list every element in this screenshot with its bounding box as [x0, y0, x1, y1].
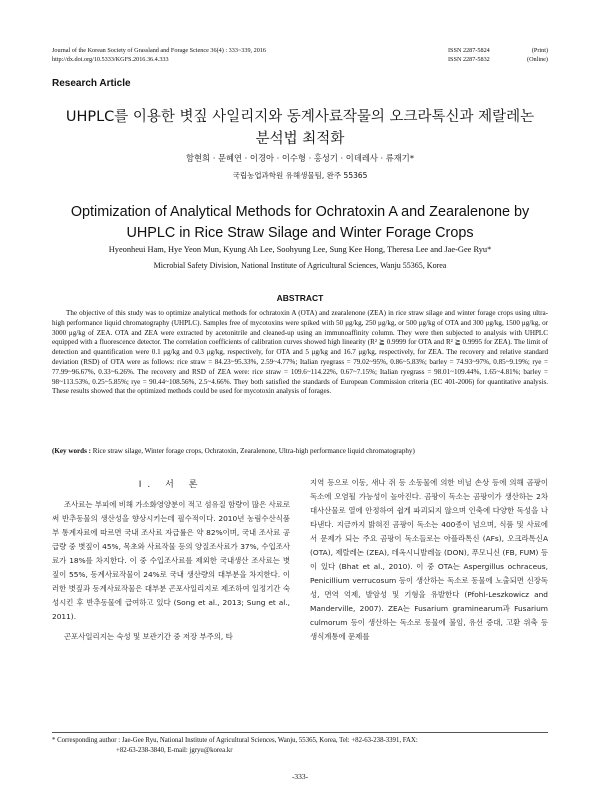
section-heading-introduction: I. 서 론: [138, 480, 204, 490]
issn-online: ISSN 2287-5832 (Online): [448, 56, 548, 63]
abstract-heading: ABSTRACT: [276, 293, 324, 303]
body-column-left: [52, 478, 290, 650]
doi-line[interactable]: http://dx.doi.org/10.5333/KGFS.2016.36.4.333: [52, 56, 169, 63]
issn-print: ISSN 2287-5824 (Print): [448, 47, 548, 54]
corresponding-author-footnote: * Corresponding author : Jae-Gee Ryu, National Institute of Agricultural Sciences, Wanju, 55365, Korea, Tel: +82-63-238-3391, FAX: +82-63-238-3840, E-mail: jgryu@korea.kr: [52, 737, 418, 754]
title-english: Optimization of Analytical Methods for Ochratoxin A and Zearalenone by UHPLC in Rice Straw Silage and Winter Forage Crops: [70, 204, 530, 241]
title-korean: UHPLC를 이용한 볏짚 사일리지와 동계사료작물의 오크라톡신과 제랄레논 분석법 최적화: [65, 109, 535, 147]
affiliation-english: Microbial Safety Division, National Institute of Agricultural Sciences, Wanju 55365, Korea: [153, 261, 447, 270]
abstract-text: The objective of this study was to optimize analytical methods for ochratoxin A (OTA) and zearalenone (ZEA) in rice straw silage and winter forage crops using ultra-high performance liquid chromatography (UHPLC). Samples free of mycotoxins were spiked with 50 μg/kg, 250 μg/kg, or 500 μg/kg of OTA and 300 μg/kg, 1500 μg/kg, or 3000 μg/kg of ZEA. OTA and ZEA were extracted by acetonitrile and cleaned-up using an immunoaffinity column. They were then subjected to analysis with UHPLC equipped with a fluorescence detector. The correlation coefficients of calibration curves showed high linearity (R² ≧ 0.9999 for OTA and R² ≧ 0.9995 for ZEA). The limit of detection and quantification were 0.1 μg/kg and 0.3 μg/kg, respectively, for OTA and 5 μg/kg and 16.7 μg/kg, respectively, for ZEA. The recovery and relative standard deviation (RSD) of OTA were as follows: rice straw = 84.23~95.33%, 2.59~4.77%; Italian ryegrass = 79.02~95%, 0.86~5.83%; barley = 74.93~97%, 0.85~9.19%; rye = 77.99~96.67%, 0.33~6.26%. The recovery and RSD of ZEA were: rice straw = 109.6~114.22%, 0.67~7.15%; Italian ryegrass = 98.01~109.44%, 1.65~4.81%; barley = 98~113.53%, 0.25~5.85%; rye = 90.44~108.56%, 2.5~4.66%. They both satisfied the standards of European Commission criteria (EC 401-2006) for quantitative analysis. These results showed that the optimized methods could be used for mycotoxin analysis of forages.: [52, 309, 548, 396]
issn-block: [448, 46, 548, 64]
paragraph: 곤포사일리지는 숙성 및 보관기간 중 저장 부주의, 타: [64, 632, 233, 641]
affiliation-korean: 국립농업과학원 유해생물팀, 완주 55365: [232, 171, 368, 180]
page-number: -333-: [291, 772, 309, 781]
paragraph: 지역 등으로 이동, 새나 쥐 등 소동물에 의한 비닐 손상 등에 의해 곰팡이 독소에 오염될 가능성이 높아진다. 곰팡이 독소는 곰팡이가 생산하는 2차 대사산물로 열에 안정하여 쉽게 파괴되지 않으며 인축에 다양한 독성을 나타낸다. 지금까지 밝혀진 곰팡이 독소는 400종이 넘으며, 식품 및 사료에서 문제가 되는 주요 곰팡이 독소들로는 아플라톡신 (AFs), 오크라톡신A (OTA), 제랄레논 (ZEA), 데옥시니발레놀 (DON), 푸모니신 (FB, FUM) 등이 있다 (Bhat et al., 2010). 이 중 OTA는 Aspergillus ochraceus, Penicillium verrucosum 등이 생산하는 독소로 동물에 노출되면 신장독성, 면역 억제, 발암성 및 기형을 유발한다 (Pfohl-Leszkowicz and Manderville, 2007). ZEA는 Fusarium graminearum과 Fusarium culmorum 등이 생산하는 독소로 동물에 불임, 유선 증대, 고환 위축 등 생식계통에 문제를: [310, 478, 548, 641]
authors-english: Hyeonheui Ham, Hye Yeon Mun, Kyung Ah Lee, Soohyung Lee, Sung Kee Hong, Theresa Lee and Jae-Gee Ryu*: [108, 245, 492, 254]
article-type: Research Article: [52, 78, 131, 89]
journal-header: [52, 46, 266, 64]
journal-line: Journal of the Korean Society of Grassland and Forage Science 36(4) : 333~339, 2016: [52, 47, 267, 54]
body-column-right: [310, 476, 548, 650]
footnote-divider: [52, 732, 548, 733]
keywords: (Key words : Rice straw silage, Winter forage crops, Ochratoxin, Zearalenone, Ultra-high performance liquid chromatography): [52, 447, 415, 455]
paragraph: 조사료는 부피에 비해 가소화영양분이 적고 섬유질 함량이 많은 사료로써 반추동물의 생산성을 향상시키는데 필수적이다. 2010년 농림수산식품부 통계자료에 따르면 국내 조사료 자급률은 약 82%이며, 국내 조사료 공급량 중 볏짚이 45%, 목초와 사료작물 등의 양질조사료가 37%, 수입조사료가 18%를 차지한다. 이 중 수입조사료를 제외한 국내생산 조사료는 볏짚이 55%, 동계사료작물이 24%로 국내 생산량의 대부분을 차지한다. 이러한 볏짚과 동계사료작물은 대부분 곤포사일리지로 제조하여 일정기간 숙성시킨 후 반추동물에 급여하고 있다 (Song et al., 2013; Sung et al., 2011).: [52, 500, 290, 621]
authors-korean: 함현희 · 문혜연 · 이경아 · 이수형 · 홍성기 · 이데레사 · 류재기*: [186, 153, 414, 163]
